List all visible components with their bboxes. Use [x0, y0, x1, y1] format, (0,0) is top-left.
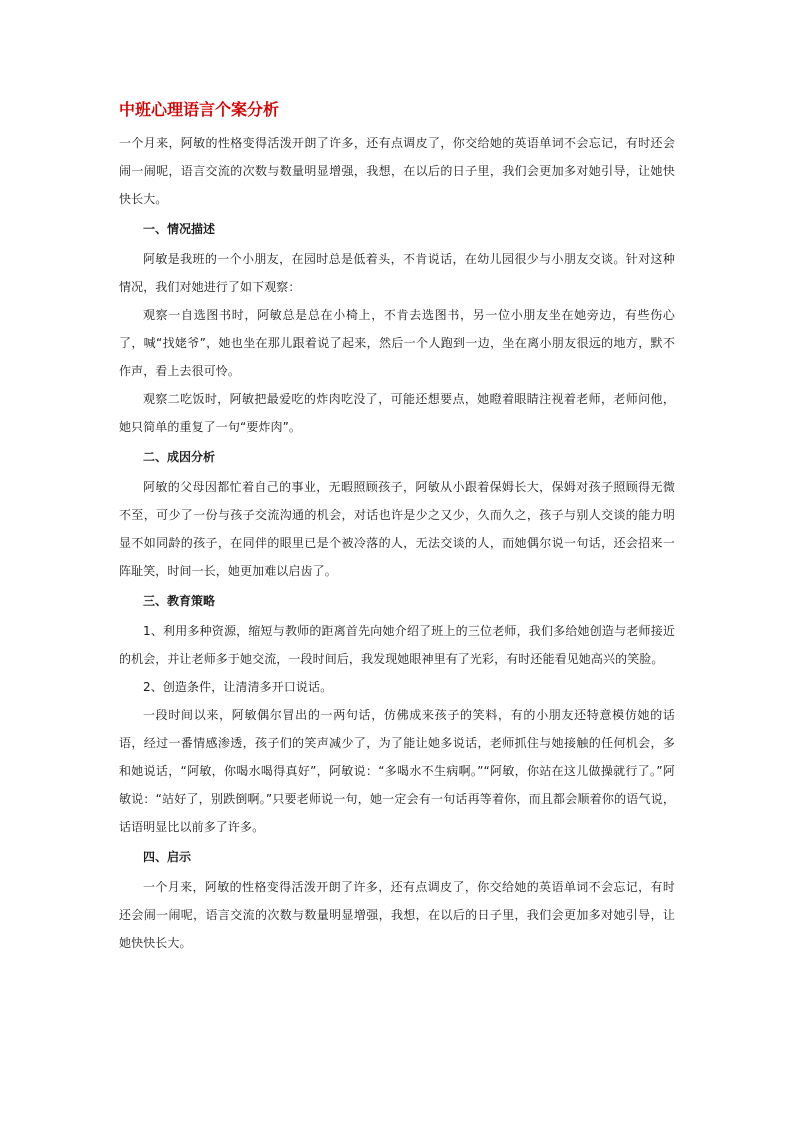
- paragraph: 观察一自选图书时，阿敏总是总在小椅上，不肯去选图书，另一位小朋友坐在她旁边，有些伤心了，喊“找姥爷”，她也坐在那儿跟着说了起来，然后一个人跑到一边，坐在离小朋友很远的地方，默不作声，看上去很可怜。: [119, 308, 675, 378]
- document-body: [119, 99, 675, 957]
- section-heading-causes: 二、成因分析: [143, 450, 216, 464]
- paragraph: 阿敏的父母因都忙着自己的事业，无暇照顾孩子，阿敏从小跟着保姆长大，保姆对孩子照顾得无微不至，可少了一份与孩子交流沟通的机会，对话也许是少之又少，久而久之，孩子与别人交谈的能力明显不如同龄的孩子，在同伴的眼里已是个被冷落的人，无法交谈的人，而她偶尔说一句话，还会招来一阵耻笑，时间一长，她更加难以启齿了。: [119, 480, 675, 578]
- document-title: 中班心理语言个案分析: [119, 100, 280, 119]
- section-heading-situation: 一、情况描述: [143, 222, 216, 236]
- paragraph: 一段时间以来，阿敏偶尔冒出的一两句话，仿佛成来孩子的笑料，有的小朋友还特意模仿她的话语，经过一番情感渗透，孩子们的笑声减少了，为了能让她多说话，老师抓住与她接触的任何机会，多和她说话，“阿敏，你喝水喝得真好”，阿敏说：“多喝水不生病啊。”“阿敏，你站在这儿做操就行了。”阿敏说：“站好了，别跌倒啊。”只要老师说一句，她一定会有一句话再等着你，而且都会顺着你的语气说，话语明显比以前多了许多。: [119, 708, 675, 834]
- section-heading-strategies: 三、教育策略: [143, 594, 216, 608]
- intro-paragraph: 一个月来，阿敏的性格变得活泼开朗了许多，还有点调皮了，你交给她的英语单词不会忘记，有时还会闹一闹呢，语言交流的次数与数量明显增强，我想，在以后的日子里，我们会更加多对她引导，让她快快长大。: [119, 136, 675, 206]
- paragraph: 观察二吃饭时，阿敏把最爱吃的炸肉吃没了，可能还想要点，她瞪着眼睛注视着老师，老师问他，她只简单的重复了一句“要炸肉”。: [119, 392, 675, 434]
- paragraph: 2、创造条件，让清清多开口说话。: [143, 680, 333, 694]
- paragraph: 一个月来，阿敏的性格变得活泼开朗了许多，还有点调皮了，你交给她的英语单词不会忘记，有时还会闹一闹呢，语言交流的次数与数量明显增强，我想，在以后的日子里，我们会更加多对她引导，让她快快长大。: [119, 880, 675, 950]
- paragraph: 阿敏是我班的一个小朋友，在园时总是低着头，不肯说话，在幼儿园很少与小朋友交谈。针对这种情况，我们对她进行了如下观察：: [119, 252, 675, 294]
- paragraph: 1、利用多种资源，缩短与教师的距离首先向她介绍了班上的三位老师，我们多给她创造与老师接近的机会，并让老师多于她交流，一段时间后，我发现她眼神里有了光彩，有时还能看见她高兴的笑脸。: [119, 624, 675, 666]
- section-heading-insights: 四、启示: [143, 850, 192, 864]
